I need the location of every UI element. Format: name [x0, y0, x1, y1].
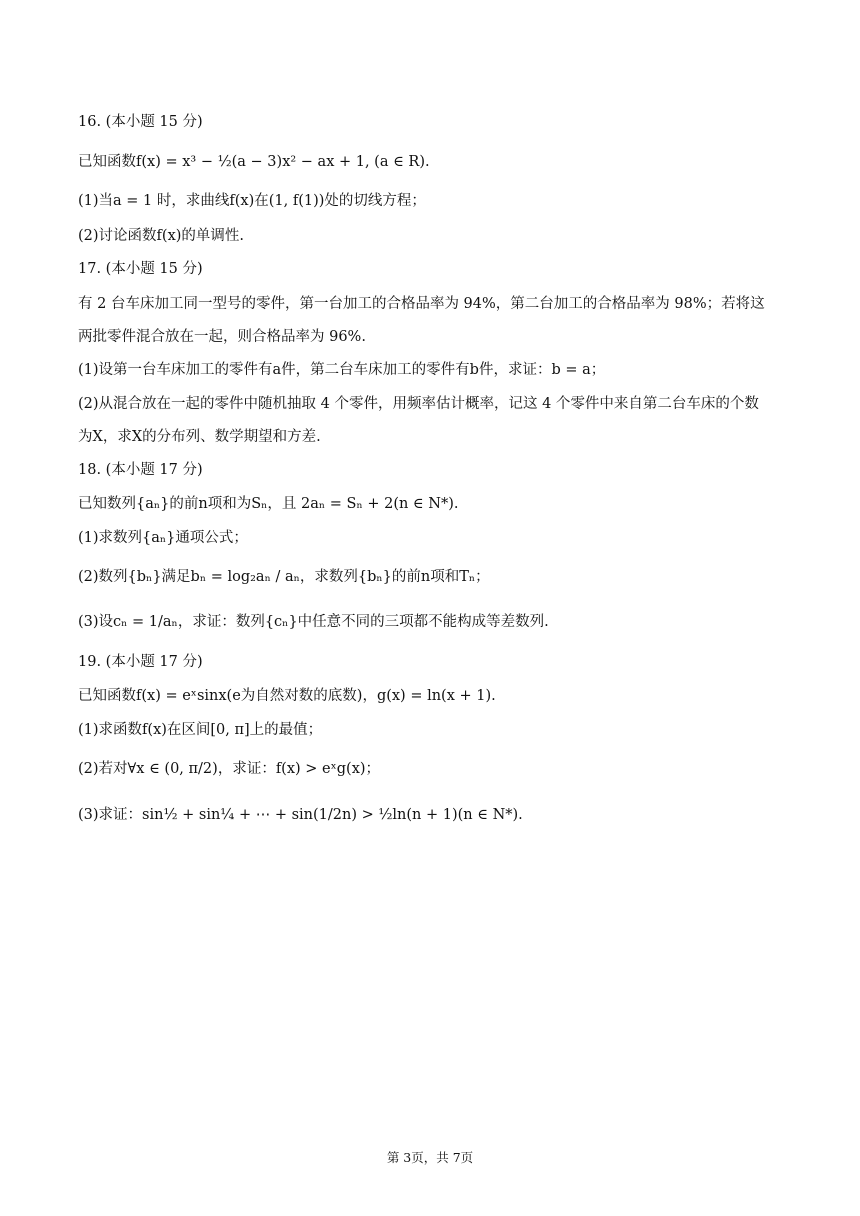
problem-18-line-1: 已知数列{aₙ}的前n项和为Sₙ，且 2aₙ = Sₙ + 2(n ∈ N*). — [78, 496, 459, 512]
problem-16-line-2: (1)当a = 1 时，求曲线f(x)在(1, f(1))处的切线方程； — [78, 193, 426, 209]
problem-18-header: 18. (本小题 17 分) — [78, 462, 203, 478]
problem-16-line-1: 已知函数f(x) = x³ − ½(a − 3)x² − ax + 1, (a ∈ R). — [78, 154, 430, 170]
problem-17-line-4: (2)从混合放在一起的零件中随机抽取 4 个零件，用频率估计概率，记这 4 个零件中来自第二台车床的个数 — [78, 396, 759, 412]
page-footer: 第 3页，共 7页 — [386, 1150, 474, 1165]
problem-18-line-4: (3)设cₙ = 1/aₙ，求证：数列{cₙ}中任意不同的三项都不能构成等差数列. — [78, 614, 549, 630]
problem-18-line-2: (1)求数列{aₙ}通项公式； — [78, 530, 248, 546]
problem-19-line-3: (2)若对∀x ∈ (0, π/2)，求证：f(x) > eˣg(x)； — [78, 761, 381, 777]
problem-19-line-1: 已知函数f(x) = eˣsinx(e为自然对数的底数)，g(x) = ln(x + 1). — [78, 688, 496, 704]
problem-18-line-3: (2)数列{bₙ}满足bₙ = log₂aₙ / aₙ，求数列{bₙ}的前n项和Tₙ； — [78, 569, 490, 585]
problem-17-line-1: 有 2 台车床加工同一型号的零件，第一台加工的合格品率为 94%，第二台加工的合格品率为 98%；若将这 — [78, 296, 765, 312]
problem-19-line-4: (3)求证：sin½ + sin¼ + ⋯ + sin(1/2n) > ½ln(n + 1)(n ∈ N*). — [78, 807, 523, 823]
problem-19-line-2: (1)求函数f(x)在区间[0, π]上的最值； — [78, 722, 323, 738]
problem-17-header: 17. (本小题 15 分) — [78, 261, 203, 277]
problem-17-line-5: 为X，求X的分布列、数学期望和方差. — [78, 429, 321, 445]
problem-17-line-3: (1)设第一台车床加工的零件有a件，第二台车床加工的零件有b件，求证：b = a； — [78, 362, 606, 378]
problem-19-header: 19. (本小题 17 分) — [78, 654, 203, 670]
problem-16-line-3: (2)讨论函数f(x)的单调性. — [78, 228, 245, 244]
problem-17-line-2: 两批零件混合放在一起，则合格品率为 96%. — [78, 329, 366, 345]
problem-16-header: 16. (本小题 15 分) — [78, 114, 203, 130]
